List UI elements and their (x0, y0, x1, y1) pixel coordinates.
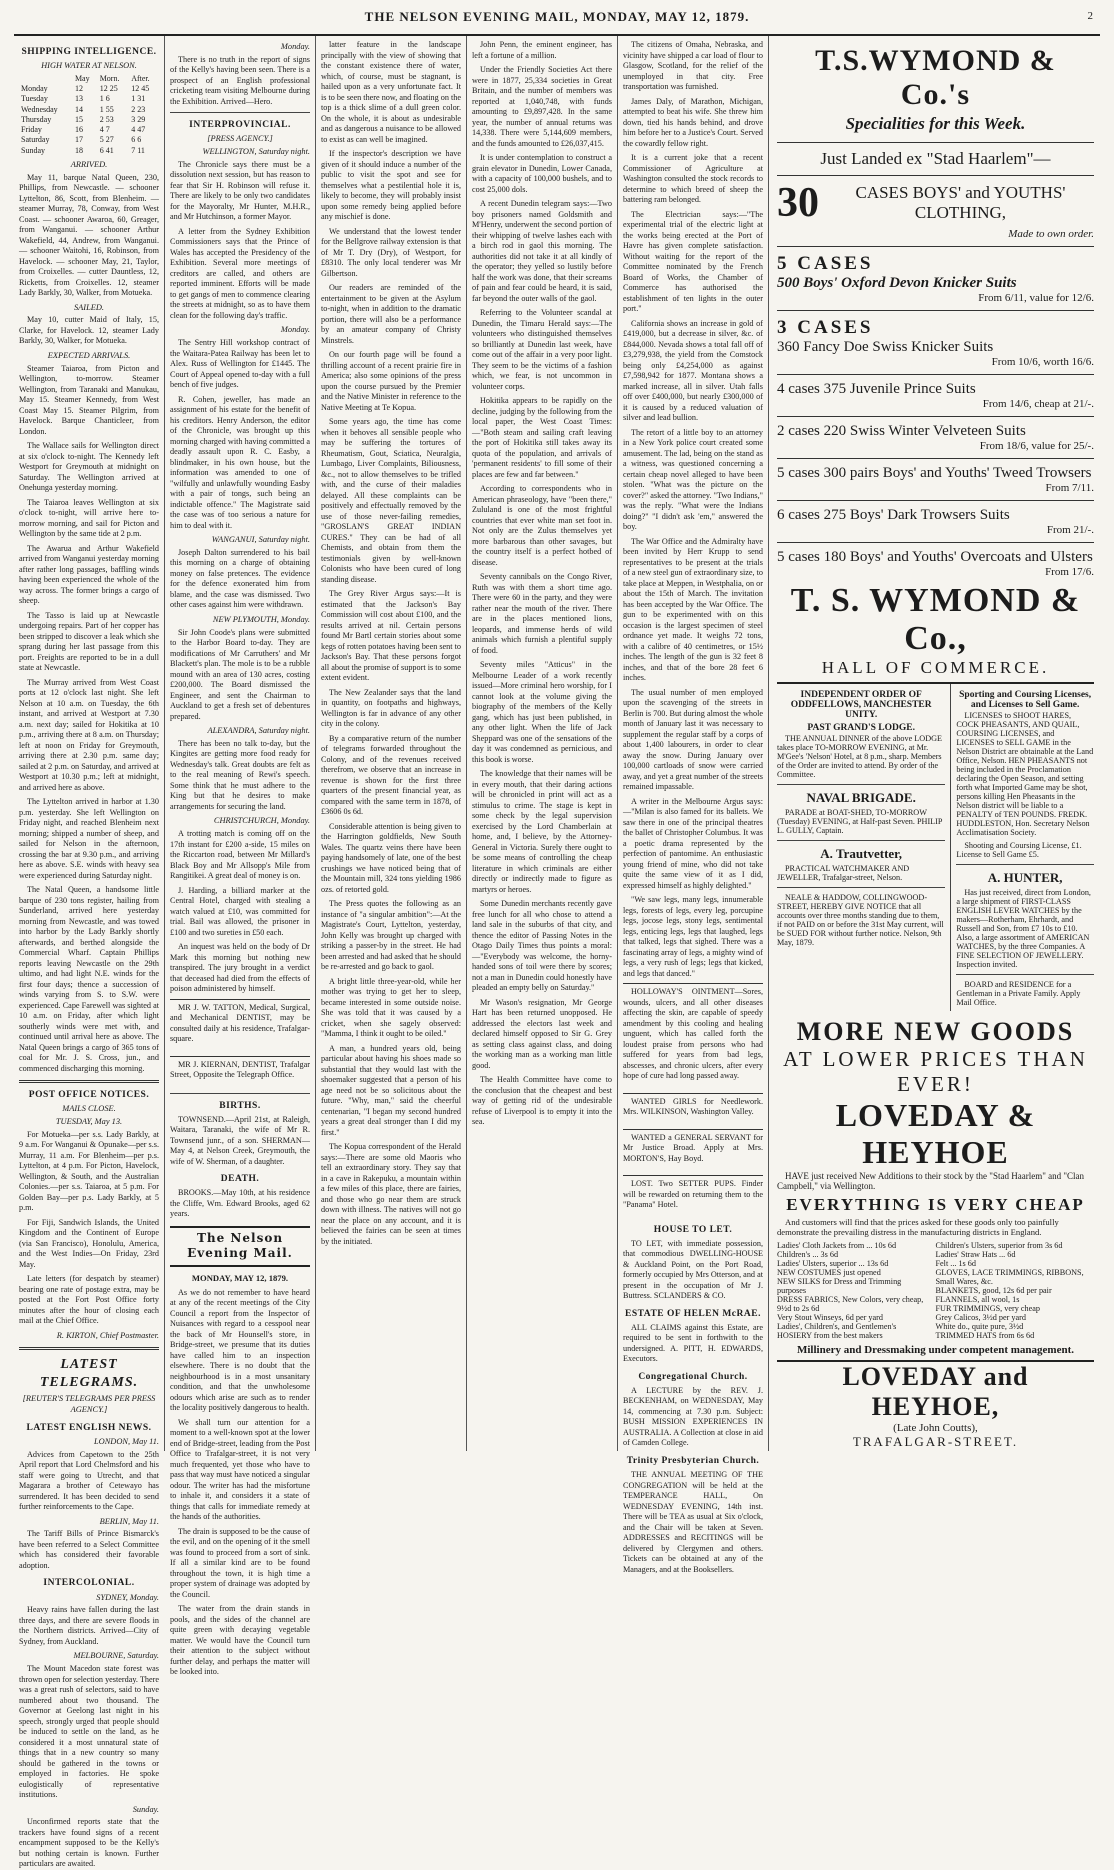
wellington-text: The Chronicle says there must be a dissolution next session, but has reason to fear that Sir H. Robinson will refuse it. There are likely to be only two candidates for the Mayoralty, Mr Hunter, M.H.R., and Mr Hutchinson, a former Mayor. (170, 159, 310, 222)
newplymouth-text: Sir John Coode's plans were submitted to the Harbor Board to-day. They are modifications of Mr Carruthers' and Mr Blackett's plan. The mole is to be a rubble mound with an area of 130 acres, costing £200,000. The Board dismissed the Engineer, and sent the Chairman to Auckland to get a fresh set of debentures prepared. (170, 627, 310, 721)
ad-item: 5 cases 180 Boys' and Youths' Overcoats and Ulsters (777, 549, 1093, 565)
wanganui-text: Joseph Dalton surrendered to his bail this morning on a charge of obtaining money on false pretences. The evidence for the defence exonerated him from blame, and the case was dismissed. Two other cases against him were withdrawn. (170, 547, 310, 610)
price-item: Children's ... 3s 6d (777, 1250, 839, 1259)
sydney-text: Heavy rains have fallen during the last three days, and there are severe floods in the Northern districts. Arrived—City of Sydney, from Auckland. (19, 1605, 159, 1646)
landed-line: Just Landed ex "Stad Haarlem"— (820, 149, 1051, 168)
ad-cases: 3 CASES (777, 317, 874, 338)
reuters-sub: [REUTER'S TELEGRAMS PER PRESS AGENCY.] (22, 1394, 156, 1414)
shipping-paragraph: The Awarua and Arthur Wakefield arrived from Wanganui yesterday morning after rather long passages, baffling winds having been experienced the whole of the way across. The former brings a cargo of sheep. (19, 543, 159, 606)
loveday-text: HAVE just received New Additions to their stock by the "Stad Haarlem" and "Clan Campbell," via Wellington. (777, 1171, 1085, 1191)
sunday-text: Unconfirmed reports state that the trackers have found signs of a recent encampment supposed to be the Kelly's but nothing certain is known. Further particulars are awaited. (19, 1817, 159, 1869)
masthead-title: THE NELSON EVENING MAIL, MONDAY, MAY 12, 1879. (364, 9, 750, 24)
death-text: BROOKS.—May 10th, at his residence the Cliffe, Wm. Edward Brooks, aged 62 years. (170, 1188, 310, 1219)
divider (777, 142, 1094, 143)
ad-item-30-cases (777, 182, 1094, 224)
every-text: And customers will find that the prices asked for these goods only too painfully demonstrate the prevailing distress in the manufacturing districts in England. (777, 1217, 1059, 1237)
tide-cell: 6 41 (99, 145, 114, 155)
tide-cell: 5 27 (99, 135, 114, 145)
expected-text: Steamer Taiaroa, from Picton and Wellington, to-morrow. Steamer Wellington, from Taranaki and Manukau, May 15. Steamer Kennedy, from West Coast May 15. Steamer Pilgrim, from Havelock. Barque Chanticleer, from London. (19, 363, 159, 436)
ad-tatton-text: MR J. W. TATTON, Medical, Surgical, and Mechanical DENTIST, may be consulted daily at his residence, Trafalgar-square. (170, 1002, 310, 1044)
tide-cell: 12 25 (99, 84, 118, 94)
wellington-court: R. Cohen, jeweller, has made an assignment of his estate for the benefit of his creditors. Henry Anderson, the editor of the Chronicle, was brought up this morning charged with having committed a deadly assault upon R. C. Easby, a blindmaker, in his own house, but the information was amended to one of "wilfully and unlawfully wounding Easby with a pair of tongs, such being an indictable offence." The Magistrate said the case was of too serious a nature for him to deal with it. (170, 394, 310, 530)
shipping-paragraph: The Murray arrived from West Coast ports at 12 o'clock last night. She left Nelson at 10 a.m. on Tuesday, the 6th instant, and arrived at Westport at 7.30 a.m. next day; sailed for Hokitika at 10 p.m., arriving there at 8 a.m. on Thursday; left at noon on Friday for Greymouth, arriving there at 2.30 p.m. same day; sailed at 2 p.m. on Saturday, and arrived at Westport at 10.30 p.m.; left at midnight, and arrived here as above. (19, 677, 159, 792)
shipping-paragraph: The Natal Queen, a handsome little barque of 230 tons register, hailing from Sunderland, arrived here yesterday morning from Newcastle, and was towed into harbor by the Lady Barkly shortly afterwards, and berthed alongside the Commercial Wharf. Captain Phillips reports leaving Newcastle on the 29th ultimo, and had light N.E. winds for the first four days; thence a succession of winds varying from S. to S.W. were experienced. Cape Farewell was sighted at 10 a.m. on Friday, after which light southerly winds were met with, and continued until arrival here as above. The Natal Queen brings a cargo of 365 tons of coal for Mr. J. S. Cross, jun., and commenced discharging this morning. (19, 885, 159, 1073)
article: Seventy cannibals on the Congo River, Ruth was with them a short time ago. There were 60 in the party, and they were rather near the mouth of the river. There are in the places mentioned lions, leopards, and immense herds of wild animals which furnish a plentiful supply of food. (472, 572, 612, 655)
tide-cell: 3 29 (131, 114, 146, 124)
article: The citizens of Omaha, Nebraska, and vicinity have shipped a car load of flour to Glasgow, Scotland, for the relief of the unemployed in that city. Free transportation was furnished. (623, 40, 763, 91)
two-column-ads (777, 682, 1094, 1011)
press-agency-sub: [PRESS AGENCY.] (207, 134, 273, 144)
article: Under the Friendly Societies Act there were in 1877, 25,334 societies in Great Britain, and the number of members was reported at 1,040,748, with funds amounting to £9,897,428. In the same year, the number of annual returns was 14,338. There were 5,144,609 members, and the funds amounted to £26,037,415. (472, 65, 612, 148)
article: A recent Dunedin telegram says:—Two boy prisoners named Goldsmith and M'Henry, underwent the second portion of their whipping of twelve lashes each with a birch rod in gaol this morning. The authorities did not take it at all kindly of the operator; they yelled so lustily before half the work was done, that their screams of pain and fear could be heard, it is said, far beyond the outer walls of the gaol. (472, 199, 612, 303)
article: Considerable attention is being given to the Harrington goldfields, New South Wales. The quartz veins there have been paying handsomely of late, one of the best crushings we have noticed being that of the Mountain mill, 324 tons yielding 1986 ozs. of retorted gold. (321, 821, 461, 894)
ad-price: From 17/6. (1045, 566, 1094, 578)
article: The retort of a little boy to an attorney in a New York police court created some amusement. The lad, being on the stand as a witness, was questioned concerning a certain cheap novel alleged to have been stolen. "What was the picture on the cover?" asked the attorney. "Two Indians," was the reply. "What were the Indians doing?" "I didn't ask 'em," answered the boy. (623, 427, 763, 531)
expected-heading: EXPECTED ARRIVALS. (47, 350, 131, 360)
price-list-left (777, 1241, 935, 1340)
ad-item: 5 cases 300 pairs Boys' and Youths' Tweed Trowsers (777, 465, 1092, 481)
article: A man, a hundred years old, being particular about having his shoes made so substantial that they would last with the shoemaker suggested that a person of his age need not be so solicitous about the future. "Why, man," said the cheerful centenarian, "I began my second hundred years a great deal stronger than I did my first." (321, 1043, 461, 1137)
article: California shows an increase in gold of £419,000, but a decrease in silver, &c. of £844,000. Nevada shows a total fall off of £3,279,938, the yield from the Comstock being only £4,254,000 as against £7,598,942 for 1877. Montana shows a marked increase, all in silver. Utah falls off over £400,000, but nearly £300,000 of it is caused by a reduced valuation of silver and lead bullion. (623, 318, 763, 422)
oddfellows-sub: PAST GRAND'S LODGE. (807, 723, 915, 733)
tide-cell: 1 31 (131, 94, 146, 104)
post-text: For Fiji, Sandwich Islands, the United Kingdom and the Continent of Europe (via San Francisco), Honolulu, America, and the West Indies—On Friday, 23rd May. (19, 1217, 159, 1269)
christchurch-date: CHRISTCHURCH, Monday. (213, 816, 310, 826)
price-item: Children's Ulsters, superior from 3s 6d (935, 1241, 1063, 1250)
shipping-paragraph: The Tasso is laid up at Newcastle undergoing repairs. Part of her copper has been stripped to discover a leak which she sprang during her last passage from this port. Freights are reported to be in a dull state at Newcastle. (19, 610, 159, 673)
divider (777, 784, 945, 785)
tide-cell: 4 47 (131, 125, 146, 135)
christchurch-text: An inquest was held on the body of Dr Mark this morning but nothing new transpired. The jury brought in a verdict that deceased had died from the effects of poison administered by himself. (170, 942, 310, 994)
editorial: As we do not remember to have heard at any of the recent meetings of the City Council a report from the Inspector of Nuisances with regard to a cesspool near the back of Mr Hounsell's store, in Bridge-street, we presume that its duties have called him to an inspection elsewhere. There is no doubt that the neighbourhood is in a most unsanitary condition, and that the unwholesome odours which arise are such as to render the locality positively dangerous to health. (170, 1287, 310, 1413)
tide-cell: Friday (21, 125, 42, 135)
tide-cell: 7 11 (131, 145, 145, 155)
divider (777, 458, 1094, 459)
tide-cell: Sunday (21, 145, 45, 155)
tide-row (19, 115, 159, 125)
ad-wanted-text: WANTED GIRLS for Needlework. Mrs. WILKINSON, Washington Valley. (623, 1096, 763, 1116)
ad-item: 2 cases 220 Swiss Winter Velveteen Suits (777, 423, 1026, 439)
price-item: NEW SILKS for Dress and Trimming purposes (777, 1277, 902, 1295)
shipping-paragraph: The Wallace sails for Wellington direct at six o'clock to-night. The Kennedy left Westport for Greymouth at midnight on Saturday. The Wellington arrived at Onehunga yesterday morning. (19, 441, 159, 493)
price-item: FLANNELS, all wool, 1s (935, 1295, 1020, 1304)
estate-text: ALL CLAIMS against this Estate, are required to be sent in forthwith to the undersigned. A. PITT, H. EDWARDS, Executors. (623, 1322, 763, 1364)
post-text: For Motueka—per s.s. Lady Barkly, at 9 a.m. For Wanganui & Opunake—per s.s. Murray, 11 a.m. For Blenheim—per p.s. Lyttelton, at 4 p.m. For Picton, Havelock, Wellington, & South, and the Australian Colonies.—per s.s. Taiaroa, at 5 p.m. For Golden Bay—per p.s. Lady Barkly, at 5 p.m. (19, 1129, 159, 1213)
editorial: The water from the drain stands in pools, and the sides of the channel are quite green with decaying vegetable matter. We would have the Council turn their attention to the subject without further delay, and perhaps the matter will be looked into. (170, 1604, 310, 1677)
price-list-right (935, 1241, 1093, 1340)
monday-date: Monday. (280, 42, 310, 51)
editorial: We shall turn our attention for a moment to a well-known spot at the lower end of Bridge-street, leading from the Post Office to Trafalgar-street, it is not very much frequented, yet those who have to pass that way must have noticed a singular odour. The writer has had the misfortune to inhale it, and considers it a state of things that calls for immediate remedy at the hands of the authorities. (170, 1417, 310, 1522)
tide-row (19, 125, 159, 135)
estate-heading: ESTATE OF HELEN McRAE. (625, 1308, 761, 1319)
article: The knowledge that their names will be in every mouth, that their daring actions will be chronicled in print will act as a stimulus to crime. The stage is kept in some check by the legal supervision exercised by the Lord Chamberlain at home, and, I believe, by the Attorney-General in Victoria. Surely there ought to be some means of controlling the cheap literature in which criminals are either directly or indirectly made to figure as martyrs or heroes. (472, 769, 612, 894)
column-1 (14, 36, 165, 1869)
ad-price: From 7/11. (1045, 482, 1094, 494)
article: The New Zealander says that the land in quantity, on footpaths and highways, Wellington is far in advance of any other city in the colony. (321, 687, 461, 728)
tide-cell: 12 (74, 84, 83, 94)
births-text: TOWNSEND.—April 21st, at Raleigh, Waitara, Taranaki, the wife of Mr R. Townsend junr., of a son. SHERMAN—May 4, at Nelson Creek, Greymouth, the wife of W. Sherman, of a daughter. (170, 1114, 310, 1166)
divider (19, 1347, 159, 1350)
trautvetter-name: A. Trautvetter, (820, 846, 903, 861)
ad-cases: 5 CASES (777, 253, 874, 274)
divider (777, 374, 1094, 375)
divider (777, 887, 945, 888)
divider (777, 840, 945, 841)
congregational-text: A LECTURE by the REV. J. BECKENHAM, on WEDNESDAY, May 14, commencing at 7.30 p.m. Subject: BUSH MISSION EXPERIENCES IN AUSTRALIA. A Collection at close in aid of Camden College. (623, 1385, 763, 1448)
tide-cell: 1 6 (99, 94, 110, 104)
price-item: GLOVES, LACE TRIMMINGS, RIBBONS, Small Wares, &c. (935, 1268, 1084, 1286)
ad-item: 4 cases 375 Juvenile Prince Suits (777, 381, 976, 397)
trinity-text: THE ANNUAL MEETING OF THE CONGREGATION will be held at the TEMPERANCE HALL, On WEDNESDAY EVENING, 14th inst. There will be TEA as usual at Six o'clock, and the Chair will be taken at Seven. ADDRESSES and RECITINGS will be delivered by Clergymen and others. Tickets can be obtained at any of the Managers, and at the Booksellers. (623, 1470, 763, 1574)
tide-cell: 1 55 (99, 104, 114, 114)
price-item: Ladies' Ulsters, superior ... 13s 6d (777, 1259, 889, 1268)
right-ads (951, 684, 1094, 1011)
london-date: LONDON, May 11. (94, 1436, 159, 1446)
interprovincial-heading: INTERPROVINCIAL. (189, 120, 291, 131)
trautvetter-text: PRACTICAL WATCHMAKER AND JEWELLER, Trafalgar-street, Nelson. (777, 864, 910, 882)
loveday-footer-street: TRAFALGAR-STREET. (852, 1434, 1019, 1449)
price-item: BLANKETS, good, 12s 6d per pair (935, 1286, 1052, 1295)
article: Referring to the Volunteer scandal at Dunedin, the Timaru Herald says:—The volunteers who distinguished themselves so brilliantly at Dunedin last week, have come out of the affair in a very poor light. They seem to be the victims of a fashion which, we fear, is not uncommon in volunteer corps. (472, 308, 612, 391)
price-item: DRESS FABRICS, New Colors, very cheap, 9½d to 2s 6d (777, 1295, 924, 1313)
masthead (14, 0, 1100, 36)
neale-text: NEALE & HADDOW, COLLINGWOOD-STREET, HEREBY GIVE NOTICE that all accounts over three months standing due to them, if not PAID on or before the 31st May current, will be SUED FOR without further notice. Nelson, 9th May, 1879. (777, 893, 944, 947)
divider (777, 310, 1094, 311)
berlin-date: BERLIN, May 11. (99, 1516, 159, 1526)
tide-cell: 6 6 (131, 135, 142, 145)
price-item: TRIMMED HATS from 6s 6d (935, 1331, 1035, 1340)
house-text: TO LET, with immediate possession, that commodious DWELLING-HOUSE & Auckland Point, on the Port Road, formerly occupied by Mrs Otterson, and at present in the occupation of Mr J. Buttress. SCLANDERS & CO. (623, 1238, 763, 1301)
price-item: Ladies' Cloth Jackets from ... 10s 6d (777, 1241, 897, 1250)
price-item: Grey Calicos, 3½d per yard (935, 1313, 1026, 1322)
ad-servant-text: WANTED a GENERAL SERVANT for Mr Justice Broad. Apply at Mrs. MORTON'S, Hay Boyd. (623, 1132, 763, 1163)
arrived-text: May 11, barque Natal Queen, 230, Phillips, from Newcastle. — schooner Lyttelton, 86, Scott, from Blenheim. — steamer Murray, 78, Conway, from West Coast. — schooner Awaroa, 60, Greager, from Wanganui. — schooner Arthur Wakefield, 44, Andrew, from Wanganui. — schooner Waitohi, 16, Robinson, from Havelock. — schooner May, 21, Taylor, from Croixelles. — cutter Dauntless, 12, Ricketts, from Croixelles. 12, steamer Lady Barkly, 30, Walker, from Motueka. (19, 172, 159, 298)
oddfellows-text: THE ANNUAL DINNER of the above LODGE takes place TO-MORROW EVENING, at Mr. M'Gee's 'Nelson' Hotel, at 8 p.m., sharp. Members of the Order are invited to attend. By order of the Committee. (777, 734, 943, 779)
hall-name: T. S. WYMOND & Co., (790, 582, 1081, 657)
loveday-footer-sub: (Late John Coutts), (893, 1422, 978, 1434)
tide-cell: 16 (74, 125, 83, 135)
divider (777, 500, 1094, 501)
board-text: BOARD and RESIDENCE for a Gentleman in a Private Family. Apply Mail Office. (956, 980, 1081, 1007)
tide-col: After. (131, 73, 150, 83)
article: By a comparative return of the number of telegrams forwarded throughout the Colony, and of the revenues received therefrom, we observe that an increase in revenue is shown for the first three quarters of the present financial year, as compared with the same term in 1878, of £3606 0s 6d. (321, 733, 461, 816)
congregational-heading: Congregational Church. (638, 1371, 748, 1382)
sydney-date: SYDNEY, Monday. (96, 1592, 159, 1602)
paper-date: MONDAY, MAY 12, 1879. (191, 1272, 289, 1283)
price-item: Ladies' Straw Hats ... 6d (935, 1250, 1016, 1259)
tide-col: May (74, 73, 90, 83)
shipping-paragraph: The Taiaroa leaves Wellington at six o'clock to-night, will arrive here to-morrow morning, and sail for Picton and Wellington by the same tide at 2 p.m. (19, 497, 159, 539)
article: The Health Committee have come to the conclusion that the cheapest and best way of getting rid of the undesirable refuse of Liverpool is to empty it into the sea. (472, 1075, 612, 1126)
wellington-date: WELLINGTON, Saturday night. (202, 147, 310, 157)
article: A writer in the Melbourne Argus says:—"Milan is also famed for its ballets. We saw there in one of the principal theatres the ballet of Christopher Columbus. It was a poetic drama represented by the perfection of pantomime. An enthusiastic young friend of mine, who did not take quite the same view of it as I did, expressed himself as highly delighted." (623, 796, 763, 890)
ad-item: 6 cases 275 Boys' Dark Trowsers Suits (777, 507, 1010, 523)
ad-wanted-servant (623, 1129, 763, 1172)
price-item: White do., quite pure, 3½d (935, 1322, 1024, 1331)
births-heading: BIRTHS. (219, 1100, 261, 1111)
article: latter feature in the landscape principally with the view of showing that the constant existence there of water, which, of course, must be stagnant, is hailed upon as a very unfortunate fact. It is to be seen there now, and floating on the top is a thick slime of a dull green color. On the whole, it is about as undesirable and as dangerous a nuisance to be allowed to exist as can well be imagined. (321, 40, 461, 144)
post-signature: R. KIRTON, Chief Postmaster. (56, 1330, 159, 1340)
everything-cheap: EVERYTHING IS VERY CHEAP (786, 1195, 1085, 1214)
tide-row (19, 105, 159, 115)
loveday-heyhoe-logo: LOVEDAY & HEYHOE (835, 1097, 1036, 1170)
article: The Electrician says:—"The experimental trial of the electric light at the works being erected at the Port of Havre has given complete satisfaction. Without waiting for the report of the Committee nominated by the French Board of Works, the Chamber of Commerce has authorised the establishment of ten lights in the outer port." (623, 209, 763, 313)
alexandra-text: There has been no talk to-day, but the Kingites are getting more food ready for Wednesday's talk. Great doubts are felt as to the real meaning of Rewi's speech. Some think that he must adhere to the King but that he desires to make arrangements for securing the land. (170, 738, 310, 811)
tide-cell: 13 (74, 94, 83, 104)
divider (777, 246, 1094, 247)
sporting-fees: Shooting and Coursing License, £1. License to Sell Game £5. (956, 841, 1082, 859)
shipping-paragraph: The Lyttelton arrived in harbor at 1.30 p.m. yesterday. She left Wellington on Friday night, and reached Blenheim next morning; shipped a number of sheep, and sailed for Nelson in the afternoon, crossing the bar at 9.30 p.m., and arriving here as above. S.E. winds with heavy sea were experienced during Saturday night. (19, 797, 159, 880)
tide-heading: HIGH WATER AT NELSON. (41, 61, 137, 71)
newplymouth-date: NEW PLYMOUTH, Monday. (212, 614, 310, 624)
price-item: Felt ... 1s 6d (935, 1259, 976, 1268)
tide-cell: Tuesday (21, 94, 48, 104)
article: It is a current joke that a recent Commissioner of Agriculture at Washington consulted the stock records to determine to which breed of sheep the battering ram belonged. (623, 153, 763, 204)
sailed-text: May 10, cutter Maid of Italy, 15, Clarke, for Havelock. 12, steamer Lady Barkly, 30, Walker, for Motueka. (19, 315, 159, 346)
melbourne-text: The Mount Macedon state forest was thrown open for selection yesterday. There was a great rush of selectors, said to have numbered about two thousand. The Governor at Geelong last night in his speech, strongly urged that people should be induced to settle on the land, as he considered it a most unnatural state of things that in a new country so many should be gathered in the towns or employed in factories. He spoke eulogistically of representative institutions. (19, 1664, 159, 1800)
article: We understand that the lowest tender for the Bellgrove railway extension is that of Mr T. Dry (Dry), of Westport, for £8310. The only local tenderer was Mr Gilbertson. (321, 226, 461, 278)
article: The Press quotes the following as an instance of "a singular ambition":—At the Magistrate's Court, Lyttelton, yesterday, John Kelly was brought up charged with striking a passer-by in the street. He had been arrested and had asked that he should be re-arrested and go back to gaol. (321, 899, 461, 971)
ad-item: 360 Fancy Doe Swiss Knicker Suits (777, 339, 994, 355)
tide-cell: 15 (74, 114, 83, 124)
ad-number: 30 (777, 180, 819, 226)
tide-cell: 4 7 (99, 125, 110, 135)
london-text: Advices from Capetown to the 25th April report that Lord Chelmsford and his staff were going to Utrecht, and that Magarara a brother of Cetewayo has surrendered. It has been decided to send further reinforcements to the Cape. (19, 1449, 159, 1512)
article: If the inspector's description we have given of it should induce a number of the public to visit the spot and see for themselves what a pestilential hole it is, likely to become, they will probably insist upon some remedy being applied before any mischief is done. (321, 149, 461, 221)
ad-price: From 10/6, worth 16/6. (991, 356, 1094, 368)
ad-holloway (623, 983, 763, 1089)
sailed-heading: SAILED. (73, 302, 104, 312)
tide-cell: Monday (21, 84, 48, 94)
article: A bright little three-year-old, while her mother was trying to get her to sleep, became interested in some outside noise. She was told that it was caused by a cricket, when she sagely observed: "Mamma, I think it ought to be oiled." (321, 976, 461, 1038)
post-text: Late letters (for despatch by steamer) bearing one rate of postage extra, may be posted at the Fort Post Office forty minutes after the hour of closing each mail at the Chief Office. (19, 1274, 159, 1326)
article: John Penn, the eminent engineer, has left a fortune of a million. (472, 40, 612, 60)
wymond-title: T.S.WYMOND & Co.'s (815, 44, 1056, 111)
left-ads (777, 684, 951, 1011)
christchurch-text: A trotting match is coming off on the 17th instant for £200 a-side, 15 miles on the Riccarton road, between Mr Millard's Black Boy and Mr Allsopp's Mile from Rangitikei. A great deal of money is on. (170, 829, 310, 881)
tide-cell: 17 (74, 135, 83, 145)
columns (14, 36, 1100, 1869)
arrived-heading: ARRIVED. (70, 159, 108, 169)
article: It is under contemplation to construct a grain elevator in Dunedin, Lower Canada, with a capacity of 100,000 bushels, and to cost 25,000 dols. (472, 153, 612, 194)
divider (777, 175, 1094, 176)
article: James Daly, of Marathon, Michigan, attempted to beat his wife. She threw him down, tied his hands behind, and drove him before her to a Justice's Court. Served the cowardly fellow right. (623, 96, 763, 148)
advert-column (769, 36, 1100, 1451)
ad-price: From 14/6, cheap at 21/-. (982, 398, 1094, 410)
tide-col: Morn. (99, 73, 120, 83)
post-date: TUESDAY, May 13. (55, 1116, 123, 1126)
article: The Kopua correspondent of the Herald says:—There are some old Maoris who tell an extraordinary story. They say that in a cave in Rakepuku, a mountain within a few miles of this place, there are fairies, and those who go near them are struck down with illness. The natives will not go near the place on any account, and it is believed the fairies can be seen at times by the initiated. (321, 1142, 461, 1246)
article: The War Office and the Admiralty have been invited by Herr Krupp to send representatives to be present at the trials of a new steel gun of extraordinary size, to take place at Meppen, in Westphalia, on or about the 15th of March. The invitation has been accepted by the War Office. The gun to be experimented with on this occasion is the largest specimen of steel ordnance yet made. It weighs 72 tons, with a calibre of 40 centimetres, or 15½ inches. The length of the gun is 32 feet 8 inches, and that of the bore 28 feet 6 inches. (623, 536, 763, 682)
tide-cell: 18 (74, 145, 83, 155)
mails-close: MAILS CLOSE. (62, 1104, 116, 1114)
ad-kiernan-text: MR J. KIERNAN, DENTIST, Trafalgar Street, Opposite the Telegraph Office. (170, 1059, 310, 1080)
loveday-footer: LOVEDAY and HEYHOE, (777, 1360, 1094, 1422)
divider (956, 974, 1094, 975)
tide-header-row (19, 74, 159, 84)
monday2-text: The Sentry Hill workshop contract of the Waitara-Patea Railway has been let to Alex. Russ of Wellington for £1445. The Court of Appeal opened to-day with a full bench of five judges. (170, 338, 310, 390)
ad-price: From 18/6, value for 25/-. (979, 440, 1094, 452)
divider (777, 416, 1094, 417)
price-list (777, 1241, 1094, 1340)
tide-col (19, 74, 73, 84)
divider (19, 1080, 159, 1083)
ad-wanted-girls (623, 1093, 763, 1125)
lower-prices: AT LOWER PRICES THAN EVER! (783, 1047, 1088, 1096)
millinery-line: Millinery and Dressmaking under competent management. (796, 1344, 1074, 1356)
hall-subtitle: HALL OF COMMERCE. (821, 658, 1050, 677)
page-number: 2 (1087, 10, 1094, 22)
article: "We saw legs, many legs, innumerable legs, forests of legs, every leg, porcupine legs, jocose legs, stony legs, sentimental legs, enticing legs, legs that laughed, legs that talked, legs that sighed. There was a fascinating array of legs, a mighty wind of legs, a very rush of legs; legs that kicked, and legs that danced." (623, 895, 763, 978)
tide-cell: Thursday (21, 114, 52, 124)
tide-cell: 14 (74, 104, 83, 114)
ad-holloway-text: HOLLOWAY'S OINTMENT—Sores, wounds, ulcers, and all other diseases affecting the skin, are capable of speedy amendment by this cooling and healing unguent, which has called forth the loudest praise from persons who had suffered for years from bad legs, abscesses, and chronic ulcers, after every hope of cure had long passed away. (623, 987, 763, 1080)
divider (956, 864, 1094, 865)
naval-text: PARADE at BOAT-SHED, TO-MORROW (Tuesday) EVENING, at Half-past Seven. PHILIP L. GULLY, Captain. (777, 808, 943, 835)
article: Hokitika appears to be rapidly on the decline, judging by the following from the local paper, the West Coast Times:—"Both steam and sailing craft leaving the port of Hokitika still takes away its quota of the population, and arrivals of 'permanent residents' to fill some of their places are few and far between." (472, 396, 612, 479)
hunter-heading: A. HUNTER, (987, 870, 1063, 885)
tide-row (19, 146, 159, 156)
sporting-text: LICENSES to SHOOT HARES, COCK PHEASANTS, AND QUAIL, COURSING LICENSES, and LICENSES to SELL GAME in the Nelson District are obtainable at the Land Office, Nelson. HEN PHEASANTS not being included in the Proclamation declaring the Open Season, and setting forth what Imported Game may be shot, persons killing Hen Pheasants in the Nelson district will be liable to a PENALTY of TEN POUNDS. FREDK. HUDDLESTON, Hon. Secretary Nelson Acclimatisation Society. (956, 711, 1094, 837)
price-item: Ladies', Children's, and Gentlemen's HOSIERY from the best makers (777, 1322, 897, 1340)
ad-price: From 6/11, value for 12/6. (978, 292, 1094, 304)
divider (777, 542, 1094, 543)
price-item: NEW COSTUMES just opened (777, 1268, 881, 1277)
article: Some Dunedin merchants recently gave free lunch for all who chose to attend a land sale in the suburbs of that city, and thence the editor of Passing Notes in the Otago Daily Times thus points a moral:—"Everybody was welcome, the horny-handed sons of toil were there by scores; not a man in Dunedin could honestly have pleaded an empty belly on Saturday." (472, 899, 612, 992)
wellington-text: A letter from the Sydney Exhibition Commissioners says that the Prince of Wales has accepted the Presidency of the Exhibition. Several more meetings of creditors are called, and others are reported imminent. Efforts will be made to get gangs of men to commence clearing the streets at midnight, so as to have them clean for the following day's traffic. (170, 226, 310, 320)
ad-text: CASES BOYS' and YOUTHS' CLOTHING, (855, 183, 1066, 222)
ad-kiernan (170, 1056, 310, 1088)
christchurch-text: J. Harding, a billiard marker at the Central Hotel, charged with stealing a watch valued at £10, was committed for trial. Bail was allowed, the prisoner in £100 and two sureties in £50 each. (170, 885, 310, 937)
wymond-subtitle: Specialities for this Week. (845, 114, 1026, 133)
more-new-goods: MORE NEW GOODS (796, 1017, 1075, 1046)
column-3 (316, 36, 467, 1451)
article: Our readers are reminded of the entertainment to be given at the Asylum to-night, when in addition to the dramatic portion, there will also be a performance by an amateur company of Christy Minstrels. (321, 283, 461, 345)
tide-cell: Saturday (21, 135, 50, 145)
naval-heading: NAVAL BRIGADE. (806, 790, 916, 805)
ad-lost-text: LOST. Two SETTER PUPS. Finder will be rewarded on returning them to the "Panama" Hotel. (623, 1179, 763, 1209)
ad-tatton (170, 999, 310, 1052)
tide-row (19, 135, 159, 145)
tide-cell: Wednesday (21, 104, 58, 114)
shipping-heading: SHIPPING INTELLIGENCE. (21, 47, 157, 57)
alexandra-date: ALEXANDRA, Saturday night. (207, 726, 310, 736)
oddfellows-heading: INDEPENDENT ORDER OF ODDFELLOWS, MANCHESTER UNITY. (790, 690, 932, 720)
article: Seventy miles "Atticus" in the Melbourne Leader of a work recently issued—More criminal hero worship, for I cannot look at the volume giving the biography of the members of the Kelly gang, which has just been published, in any other light. When the life of Jack Sheppard was one of the sensations of the day it was condemned as pernicious, and this book is worse. (472, 660, 612, 764)
hunter-text: Has just received, direct from London, a large shipment of FIRST-CLASS ENGLISH LEVER WATCHES by the makers—Rotherham, Ehrhardt, and Russell and Son, from £7 10s to £10. Also, a large assortment of AMERICAN WATCHES, by the three Companies. A FINE SELECTION OF JEWELLERY. Inspection invited. (956, 888, 1091, 969)
wanganui-date: WANGANUI, Saturday night. (211, 535, 310, 545)
ad-lost (623, 1175, 763, 1218)
article: Some years ago, the time has come when it behoves all sensible people who may be suffering the tortures of Rheumatism, Gout, Sciatica, Neuralgia, Lumbago, Liver Complaints, Biliousness, &c., not to allow themselves to be trifled with, and the curse of their maladies delayed. All these complaints can be positively and effectually removed by the use of those never-failing remedies, "GROSLAN'S GREAT INDIAN CURES." They can be had of all Chemists, and obtain from them the testimonials given by well-known Colonists who have been cured of long standing disease. (321, 417, 461, 584)
ad-item: 500 Boys' Oxford Devon Knicker Suits (777, 275, 1017, 291)
house-heading: HOUSE TO LET. (653, 1224, 733, 1235)
column-5 (618, 36, 769, 1574)
tide-cell: 2 23 (131, 104, 146, 114)
tide-cell: 2 53 (99, 114, 114, 124)
column-4 (467, 36, 618, 1451)
editorial: The drain is supposed to be the cause of the evil, and on the opening of it the smell was found to proceed from a sort of sink. If all a similar kind are to be found throughout the town, it is high time a proper system of drainage was adopted by the Council. (170, 1526, 310, 1599)
post-office-heading: POST OFFICE NOTICES. (28, 1090, 150, 1101)
tide-cell: 12 45 (131, 84, 150, 94)
tide-row (19, 84, 159, 94)
article: Mr Wason's resignation, Mr George Hart has been returned unopposed. He addressed the electors last week and declared himself opposed to Sir G. Grey as setting class against class, and doing the working man as a working man little good. (472, 997, 612, 1070)
ad-price: From 21/-. (1046, 524, 1094, 536)
article: The Grey River Argus says:—It is estimated that the Jackson's Bay Commission will cost about £100, and the results arrived at nil. Certain persons found Mr Bartl certain stories about some kegs of rotten potatoes having been sent to Jackson's Bay. That these persons forgot all about the promise of support is to some extent evident. (321, 589, 461, 682)
tide-table (19, 74, 159, 156)
intercolonial-heading: INTERCOLONIAL. (43, 1578, 135, 1589)
ad-made: Made to own order. (1008, 228, 1094, 240)
article: On our fourth page will be found a thrilling account of a recent prairie fire in America; also some opinions of the press upon the course pursued by the Premier and the Native Minister in reference to the Native Meeting at Te Kopua. (321, 350, 461, 412)
price-item: FUR TRIMMINGS, very cheap (935, 1304, 1040, 1313)
article: The usual number of men employed upon the scavenging of the streets in Berlin is 700. But during almost the whole month of January last it was necessary to supplement the regular staff by a corps of about 1,400 labourers, in order to clear away the snow. During January over 100,000 cartloads of snow were carried away, and yet a great number of the streets remained impassable. (623, 687, 763, 791)
divider (170, 112, 310, 113)
monday-text: There is no truth in the report of signs of the Kelly's having been seen. There is a prospect of an English professional cricketing team visiting Melbourne during the Exhibition. Arrived—Hero. (170, 54, 310, 106)
price-item: Very Stout Winseys, 6d per yard (777, 1313, 883, 1322)
sunday-date: Sunday. (132, 1804, 159, 1814)
trinity-heading: Trinity Presbyterian Church. (626, 1455, 760, 1466)
death-heading: DEATH. (220, 1174, 260, 1185)
latest-telegrams-heading: LATEST TELEGRAMS. (39, 1357, 139, 1391)
article: According to correspondents who in American phraseology, have "been there," Zululand is one of the most frightful countries that ever white man set foot in. Not only are the Zulus themselves yet more barbarous than other savages, but the country itself is a perfect hotbed of disease. (472, 484, 612, 567)
divider (170, 1093, 310, 1094)
monday2-date: Monday. (280, 325, 310, 335)
paper-title: The Nelson Evening Mail. (170, 1226, 310, 1267)
english-news-heading: LATEST ENGLISH NEWS. (26, 1422, 152, 1433)
column-2 (165, 36, 316, 1677)
sporting-heading: Sporting and Coursing Licenses, and Licenses to Sell Game. (959, 690, 1092, 710)
berlin-text: The Tariff Bills of Prince Bismarck's have been referred to a Select Committee which has considered their favorable adoption. (19, 1529, 159, 1570)
tide-row (19, 94, 159, 104)
melbourne-date: MELBOURNE, Saturday. (73, 1651, 159, 1661)
